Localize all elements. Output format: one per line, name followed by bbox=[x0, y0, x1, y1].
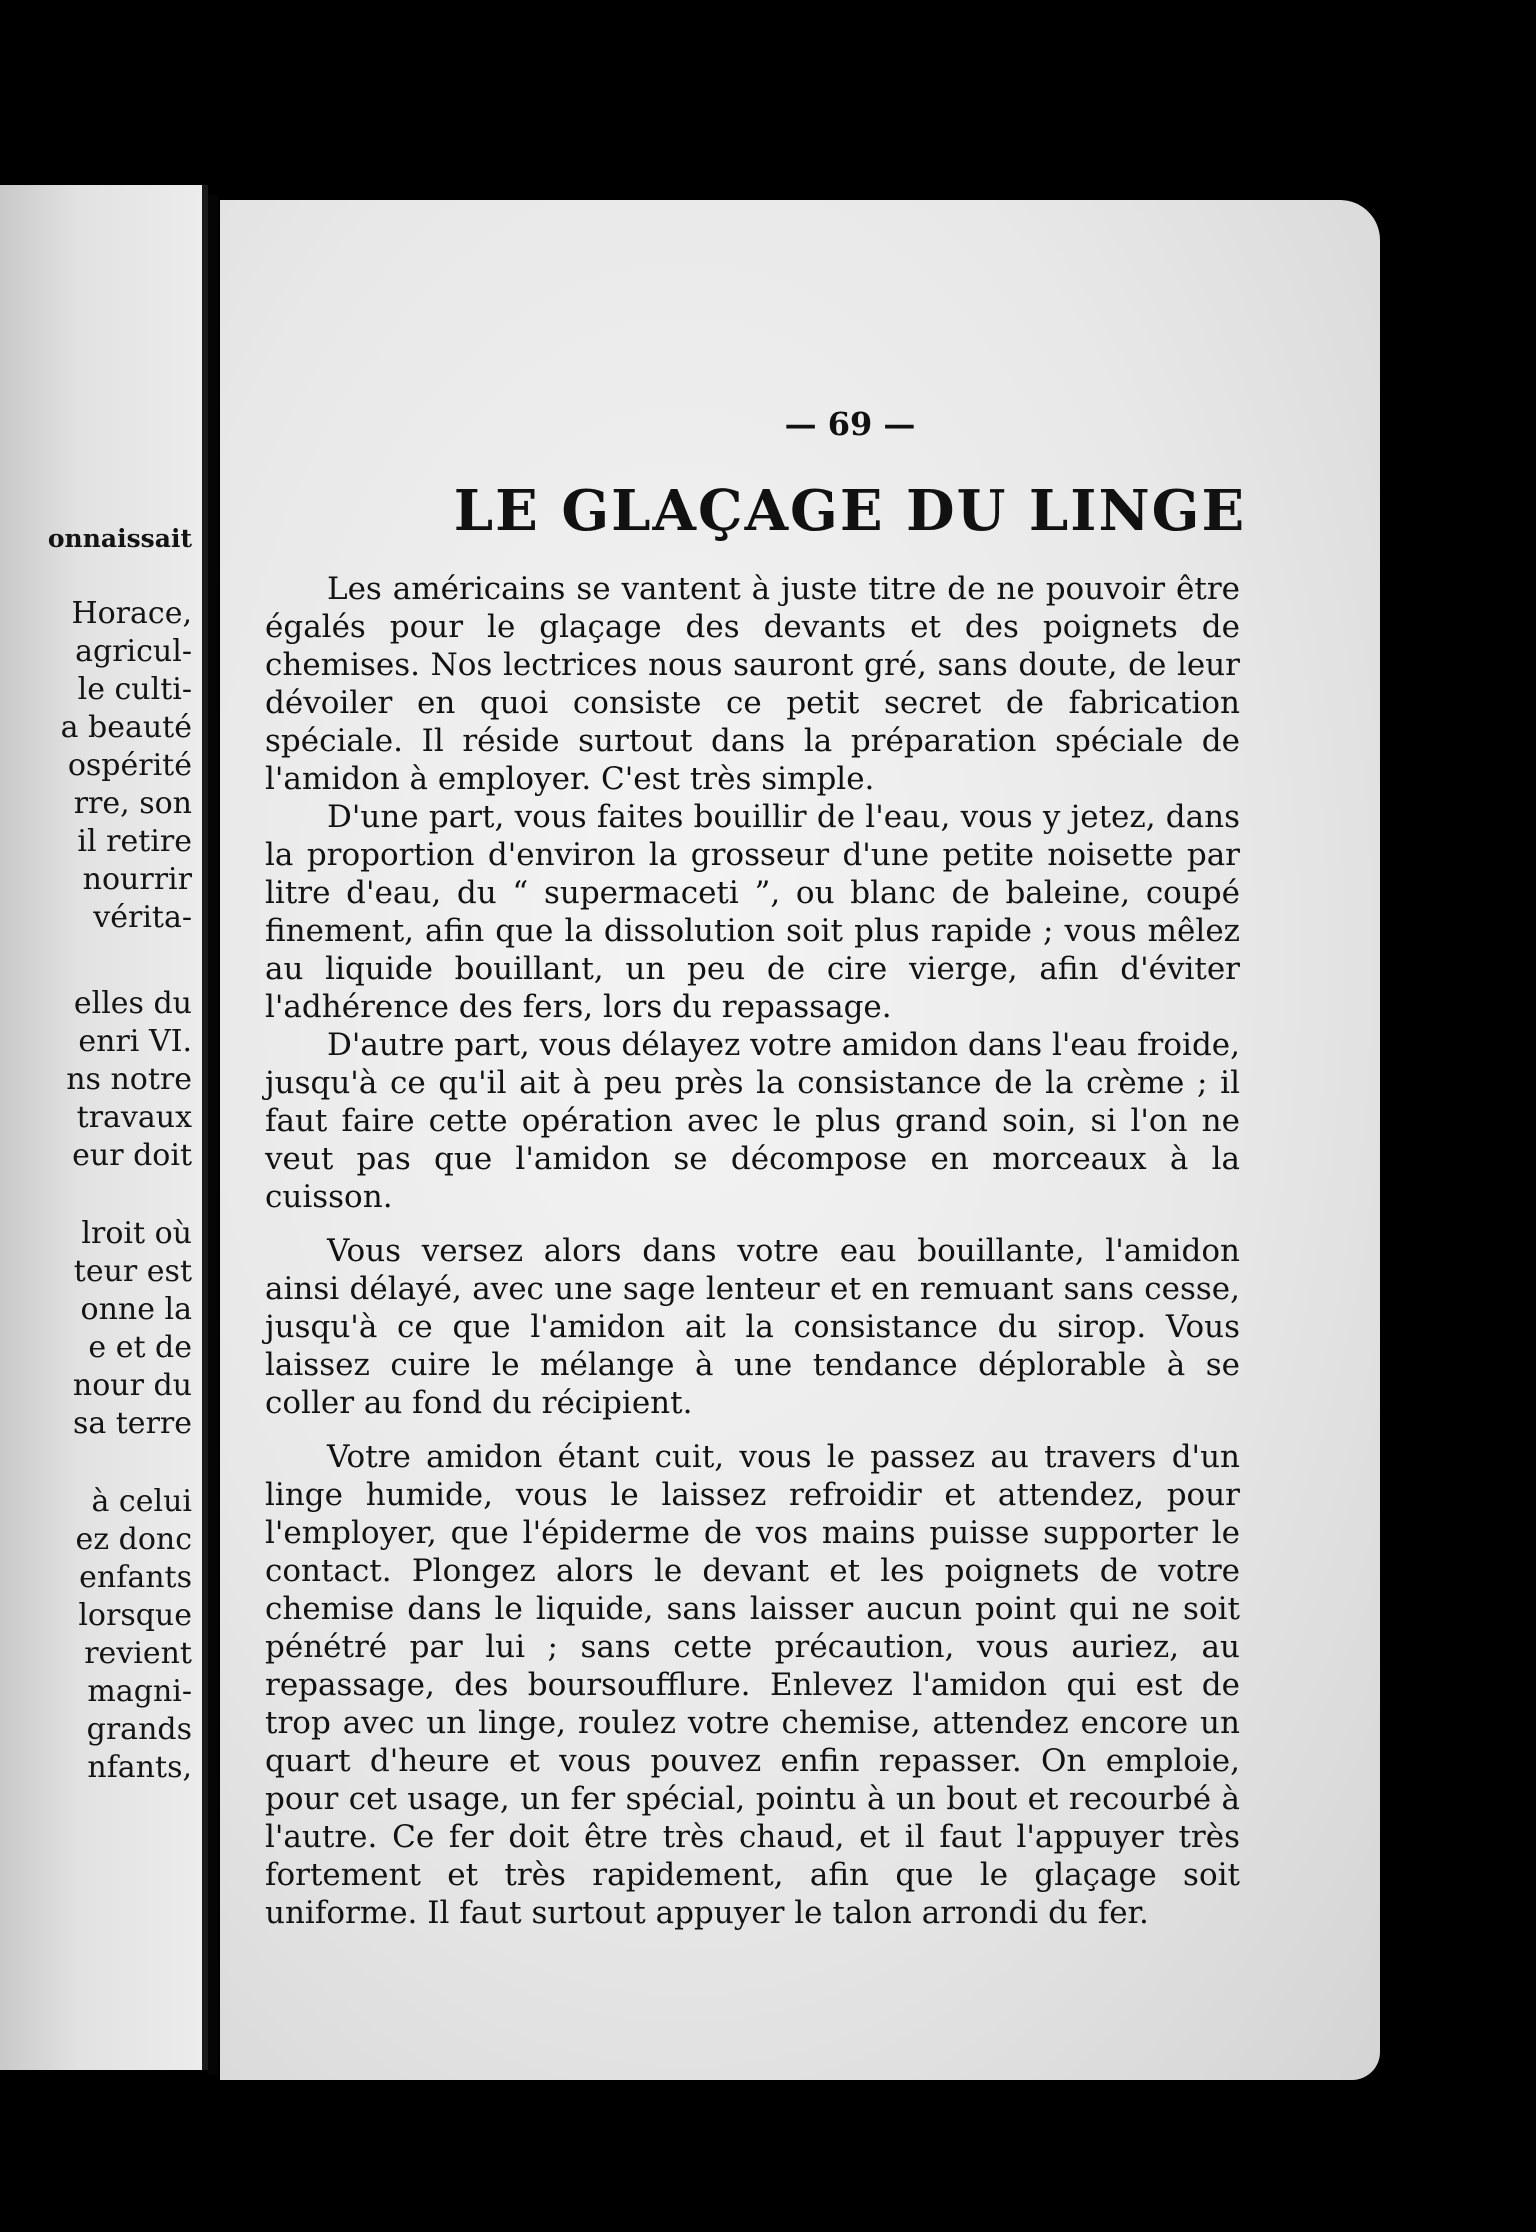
left-page-line: lorsque bbox=[78, 1598, 192, 1633]
page-number: — 69 — bbox=[784, 405, 916, 443]
left-page-line: ns notre bbox=[66, 1062, 192, 1097]
page-gutter bbox=[208, 195, 218, 2075]
left-page-line: enfants bbox=[79, 1560, 192, 1595]
left-page-line: eur doit bbox=[72, 1138, 192, 1173]
left-page-line: travaux bbox=[76, 1100, 192, 1135]
left-page-line: nourrir bbox=[82, 862, 192, 897]
left-page-line: revient bbox=[84, 1636, 192, 1671]
left-page-line: elles du bbox=[73, 986, 192, 1021]
left-page-line: lroit où bbox=[81, 1216, 192, 1251]
left-page-fragment bbox=[0, 185, 208, 2070]
paragraph: D'autre part, vous délayez votre amidon dans l'eau froide, jusqu'à ce qu'il ait à peu près la consistance de la crème ; il faut faire cette opération avec le plus grand soin, si l'on ne veut pas que l'amidon se décompose en morceaux à la cuisson. bbox=[265, 1027, 1240, 1215]
left-page-line: enri VI. bbox=[78, 1024, 192, 1059]
left-page-line: nfants, bbox=[87, 1750, 192, 1785]
left-page-line: rre, son bbox=[73, 786, 192, 821]
paragraph: D'une part, vous faites bouillir de l'eau, vous y jetez, dans la proportion d'environ la grosseur d'une petite noisette par litre d'eau, du “ supermaceti ”, ou blanc de baleine, coupé finement, afin que la dissolution soit plus rapide ; vous mêlez au liquide bouillant, un peu de cire vierge, afin d'éviter l'adhérence des fers, lors du repassage. bbox=[265, 799, 1240, 1025]
paragraph: Les américains se vantent à juste titre de ne pouvoir être égalés pour le glaçage des devants et des poignets de chemises. Nos lectrices nous sauront gré, sans doute, de leur dévoiler en quoi consiste ce petit secret de fabrication spéciale. Il réside surtout dans la préparation spéciale de l'amidon à employer. C'est très simple. bbox=[265, 571, 1240, 797]
paragraph: Votre amidon étant cuit, vous le passez au travers d'un linge humide, vous le laissez refroidir et attendez, pour l'employer, que l'épiderme de vos mains puisse supporter le contact. Plongez alors le devant et les poignets de votre chemise dans le liquide, sans laisser aucun point qui ne soit pénétré par lui ; sans cette précaution, vous auriez, au repassage, des boursoufflure. Enlevez l'amidon qui est de trop avec un linge, roulez votre chemise, attendez encore un quart d'heure et vous pouvez enfin repasser. On emploie, pour cet usage, un fer spécial, pointu à un bout et recourbé à l'autre. Ce fer doit être très chaud, et il faut l'appuyer très fortement et très rapidement, afin que le glaçage soit uniforme. Il faut surtout appuyer le talon arrondi du fer. bbox=[265, 1439, 1240, 1931]
left-page-line: le culti- bbox=[77, 672, 192, 707]
left-page-line: ospérité bbox=[67, 748, 192, 783]
left-page-line: à celui bbox=[91, 1484, 192, 1519]
left-page-line: vérita- bbox=[93, 900, 192, 935]
right-page bbox=[220, 200, 1380, 2080]
paragraph: Vous versez alors dans votre eau bouillante, l'amidon ainsi délayé, avec une sage lenteur et en remuant sans cesse, jusqu'à ce que l'amidon ait la consistance du sirop. Vous laissez cuire le mélange à une tendance déplorable à se coller au fond du récipient. bbox=[265, 1233, 1240, 1421]
left-page-line: teur est bbox=[73, 1254, 192, 1289]
left-page-line: Horace, bbox=[71, 596, 192, 631]
left-page-line: agricul- bbox=[75, 634, 192, 669]
article-body bbox=[265, 570, 1240, 1932]
left-page-line: grands bbox=[86, 1712, 192, 1747]
left-page-line: magni- bbox=[87, 1674, 192, 1709]
left-page-line: il retire bbox=[77, 824, 192, 859]
left-page-line: ez donc bbox=[75, 1522, 192, 1557]
left-page-line: onne la bbox=[80, 1292, 192, 1327]
left-page-line: a beauté bbox=[60, 710, 192, 745]
left-page-line: e et de bbox=[88, 1330, 192, 1365]
page-title: LE GLAÇAGE DU LINGE bbox=[453, 478, 1247, 544]
left-page-line: onnaissait bbox=[47, 524, 192, 553]
left-page-line: sa terre bbox=[72, 1406, 192, 1441]
left-page-line: nour du bbox=[72, 1368, 192, 1403]
